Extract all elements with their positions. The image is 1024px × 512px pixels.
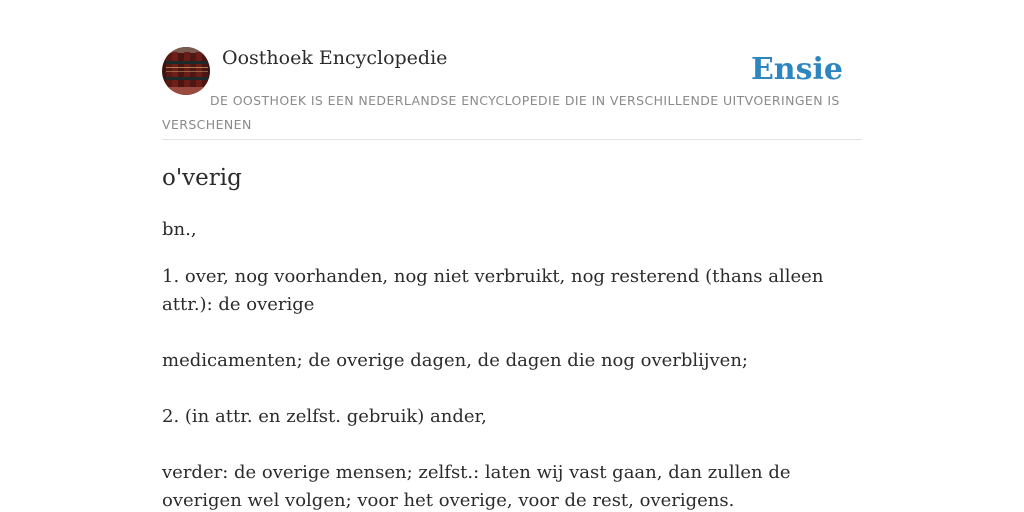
- site-header: [162, 46, 862, 140]
- entry-paragraph: medicamenten; de overige dagen, de dagen die nog overblijven;: [162, 350, 748, 371]
- entry-paragraph: bn.,: [162, 219, 197, 240]
- site-title[interactable]: Oosthoek Encyclopedie: [222, 47, 448, 69]
- entry-paragraph: 1. over, nog voorhanden, nog niet verbruikt, nog resterend (thans alleen attr.): de overige: [162, 266, 824, 315]
- entry-title: o'verig: [162, 165, 242, 191]
- page-container: [162, 46, 862, 511]
- site-subtitle: DE OOSTHOEK IS EEN NEDERLANDSE ENCYCLOPEDIE DIE IN VERSCHILLENDE UITVOERINGEN IS VERSCHENEN: [162, 93, 840, 132]
- entry-body: [162, 216, 862, 512]
- entry-paragraph: verder: de overige mensen; zelfst.: laten wij vast gaan, dan zullen de overigen wel volgen; voor het overige, voor de rest, overigens.: [162, 462, 791, 511]
- brand-logo[interactable]: Ensie: [750, 52, 843, 87]
- encyclopedia-books-icon[interactable]: [162, 47, 210, 95]
- entry-paragraph: 2. (in attr. en zelfst. gebruik) ander,: [162, 406, 487, 427]
